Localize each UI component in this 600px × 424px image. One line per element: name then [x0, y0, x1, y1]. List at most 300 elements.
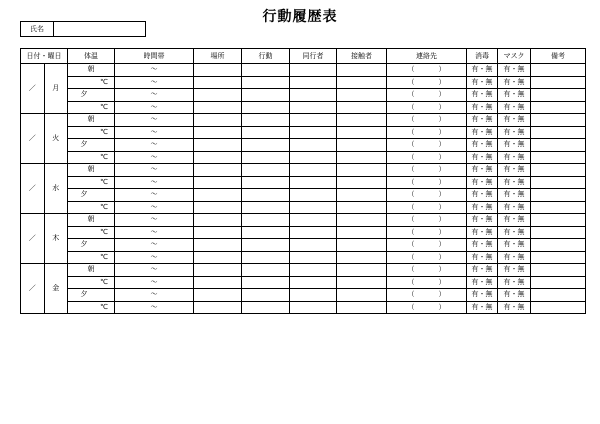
temperature-cell	[68, 114, 115, 127]
tilde-text: ～	[150, 202, 158, 211]
paren-open: （	[407, 127, 415, 136]
contact-cell[interactable]	[337, 139, 387, 152]
table-row	[21, 114, 586, 127]
place-cell[interactable]	[194, 201, 242, 214]
contact-cell[interactable]	[337, 164, 387, 177]
contact-cell[interactable]	[337, 264, 387, 277]
contact-cell[interactable]	[337, 89, 387, 102]
contact-info-cell[interactable]	[387, 226, 467, 239]
disinfection-cell[interactable]	[467, 76, 498, 89]
temperature-cell	[68, 276, 115, 289]
yes-no-text: 有・無	[471, 102, 493, 111]
yes-no-text: 有・無	[471, 227, 493, 236]
tilde-text: ～	[150, 252, 158, 261]
time-cell[interactable]	[115, 139, 194, 152]
tilde-text: ～	[150, 127, 158, 136]
companion-cell[interactable]	[290, 264, 337, 277]
mask-cell[interactable]	[498, 289, 531, 302]
date-cell: ／	[21, 64, 45, 114]
notes-cell[interactable]	[531, 76, 586, 89]
yes-no-text: 有・無	[503, 302, 525, 311]
activity-cell[interactable]	[242, 264, 290, 277]
contact-info-cell[interactable]	[387, 289, 467, 302]
contact-info-cell[interactable]	[387, 301, 467, 314]
disinfection-cell[interactable]	[467, 64, 498, 77]
table-row	[21, 64, 586, 77]
mask-cell[interactable]	[498, 126, 531, 139]
time-cell[interactable]	[115, 264, 194, 277]
time-cell[interactable]	[115, 101, 194, 114]
activity-cell[interactable]	[242, 126, 290, 139]
activity-cell[interactable]	[242, 101, 290, 114]
notes-cell[interactable]	[531, 226, 586, 239]
time-cell[interactable]	[115, 239, 194, 252]
contact-info-cell[interactable]	[387, 126, 467, 139]
contact-cell[interactable]	[337, 189, 387, 202]
time-cell[interactable]	[115, 126, 194, 139]
yes-no-text: 有・無	[503, 277, 525, 286]
paren-close: ）	[438, 265, 446, 274]
paren-close: ）	[438, 227, 446, 236]
mask-cell[interactable]	[498, 176, 531, 189]
paren-open: （	[407, 77, 415, 86]
place-cell[interactable]	[194, 101, 242, 114]
yes-no-text: 有・無	[471, 152, 493, 161]
notes-cell[interactable]	[531, 251, 586, 264]
time-cell[interactable]	[115, 276, 194, 289]
place-cell[interactable]	[194, 126, 242, 139]
tilde-text: ～	[150, 227, 158, 236]
table-row	[21, 89, 586, 102]
contact-cell[interactable]	[337, 176, 387, 189]
yes-no-text: 有・無	[471, 140, 493, 149]
disinfection-cell[interactable]	[467, 89, 498, 102]
tilde-text: ～	[150, 65, 158, 74]
mask-cell[interactable]	[498, 201, 531, 214]
paren-open: （	[407, 227, 415, 236]
mask-cell[interactable]	[498, 151, 531, 164]
tilde-text: ～	[150, 190, 158, 199]
contact-cell[interactable]	[337, 214, 387, 227]
disinfection-cell[interactable]	[467, 101, 498, 114]
date-cell: ／	[21, 164, 45, 214]
name-box	[20, 21, 146, 37]
companion-cell[interactable]	[290, 89, 337, 102]
companion-cell[interactable]	[290, 176, 337, 189]
temperature-cell	[68, 201, 115, 214]
yes-no-text: 有・無	[503, 90, 525, 99]
companion-cell[interactable]	[290, 139, 337, 152]
time-cell[interactable]	[115, 226, 194, 239]
disinfection-cell[interactable]	[467, 176, 498, 189]
contact-cell[interactable]	[337, 101, 387, 114]
tilde-text: ～	[150, 277, 158, 286]
notes-cell[interactable]	[531, 126, 586, 139]
disinfection-cell[interactable]	[467, 164, 498, 177]
companion-cell[interactable]	[290, 239, 337, 252]
log-body	[21, 64, 586, 314]
contact-cell[interactable]	[337, 201, 387, 214]
paren-open: （	[407, 290, 415, 299]
disinfection-cell[interactable]	[467, 214, 498, 227]
contact-cell[interactable]	[337, 76, 387, 89]
companion-cell[interactable]	[290, 126, 337, 139]
companion-cell[interactable]	[290, 101, 337, 114]
activity-cell[interactable]	[242, 164, 290, 177]
place-cell[interactable]	[194, 251, 242, 264]
place-cell[interactable]	[194, 276, 242, 289]
notes-cell[interactable]	[531, 289, 586, 302]
companion-cell[interactable]	[290, 226, 337, 239]
place-cell[interactable]	[194, 301, 242, 314]
mask-cell[interactable]	[498, 76, 531, 89]
yes-no-text: 有・無	[503, 252, 525, 261]
temperature-cell	[68, 64, 115, 77]
header-notes: 備考	[531, 49, 586, 64]
activity-cell[interactable]	[242, 139, 290, 152]
companion-cell[interactable]	[290, 214, 337, 227]
yes-no-text: 有・無	[471, 115, 493, 124]
activity-cell[interactable]	[242, 276, 290, 289]
place-cell[interactable]	[194, 76, 242, 89]
contact-info-cell[interactable]	[387, 176, 467, 189]
notes-cell[interactable]	[531, 189, 586, 202]
paren-open: （	[407, 215, 415, 224]
yes-no-text: 有・無	[471, 265, 493, 274]
contact-info-cell[interactable]	[387, 214, 467, 227]
mask-cell[interactable]	[498, 226, 531, 239]
notes-cell[interactable]	[531, 64, 586, 77]
tilde-text: ～	[150, 115, 158, 124]
header-row	[21, 49, 586, 64]
header-disinfection: 消毒	[467, 49, 498, 64]
mask-cell[interactable]	[498, 189, 531, 202]
disinfection-cell[interactable]	[467, 151, 498, 164]
place-cell[interactable]	[194, 264, 242, 277]
temperature-cell	[68, 189, 115, 202]
mask-cell[interactable]	[498, 139, 531, 152]
place-cell[interactable]	[194, 239, 242, 252]
paren-close: ）	[438, 215, 446, 224]
contact-info-cell[interactable]	[387, 139, 467, 152]
header-activity: 行動	[242, 49, 290, 64]
yes-no-text: 有・無	[471, 202, 493, 211]
date-cell: ／	[21, 114, 45, 164]
place-cell[interactable]	[194, 164, 242, 177]
paren-close: ）	[438, 277, 446, 286]
notes-cell[interactable]	[531, 264, 586, 277]
celsius-label: ℃	[100, 102, 108, 111]
celsius-label: ℃	[100, 152, 108, 161]
morning-label: 朝	[87, 265, 95, 274]
activity-cell[interactable]	[242, 289, 290, 302]
place-cell[interactable]	[194, 289, 242, 302]
disinfection-cell[interactable]	[467, 226, 498, 239]
time-cell[interactable]	[115, 289, 194, 302]
contact-info-cell[interactable]	[387, 76, 467, 89]
contact-info-cell[interactable]	[387, 276, 467, 289]
place-cell[interactable]	[194, 151, 242, 164]
place-cell[interactable]	[194, 64, 242, 77]
yes-no-text: 有・無	[471, 277, 493, 286]
activity-cell[interactable]	[242, 76, 290, 89]
companion-cell[interactable]	[290, 64, 337, 77]
yes-no-text: 有・無	[503, 77, 525, 86]
companion-cell[interactable]	[290, 251, 337, 264]
contact-cell[interactable]	[337, 276, 387, 289]
temperature-cell	[68, 151, 115, 164]
companion-cell[interactable]	[290, 201, 337, 214]
time-cell[interactable]	[115, 89, 194, 102]
header-mask: マスク	[498, 49, 531, 64]
time-cell[interactable]	[115, 251, 194, 264]
notes-cell[interactable]	[531, 139, 586, 152]
paren-open: （	[407, 252, 415, 261]
companion-cell[interactable]	[290, 189, 337, 202]
contact-info-cell[interactable]	[387, 201, 467, 214]
notes-cell[interactable]	[531, 239, 586, 252]
paren-close: ）	[438, 190, 446, 199]
activity-cell[interactable]	[242, 151, 290, 164]
notes-cell[interactable]	[531, 101, 586, 114]
paren-close: ）	[438, 252, 446, 261]
contact-info-cell[interactable]	[387, 89, 467, 102]
contact-info-cell[interactable]	[387, 251, 467, 264]
contact-cell[interactable]	[337, 301, 387, 314]
place-cell[interactable]	[194, 226, 242, 239]
paren-close: ）	[438, 202, 446, 211]
temperature-cell	[68, 301, 115, 314]
contact-info-cell[interactable]	[387, 151, 467, 164]
celsius-label: ℃	[100, 202, 108, 211]
companion-cell[interactable]	[290, 114, 337, 127]
tilde-text: ～	[150, 240, 158, 249]
notes-cell[interactable]	[531, 276, 586, 289]
contact-cell[interactable]	[337, 251, 387, 264]
yes-no-text: 有・無	[471, 190, 493, 199]
notes-cell[interactable]	[531, 214, 586, 227]
disinfection-cell[interactable]	[467, 251, 498, 264]
table-row	[21, 189, 586, 202]
activity-cell[interactable]	[242, 89, 290, 102]
paren-close: ）	[438, 77, 446, 86]
activity-cell[interactable]	[242, 239, 290, 252]
morning-label: 朝	[87, 115, 95, 124]
yes-no-text: 有・無	[503, 102, 525, 111]
weekday-cell: 金	[44, 264, 68, 314]
yes-no-text: 有・無	[503, 190, 525, 199]
contact-info-cell[interactable]	[387, 164, 467, 177]
place-cell[interactable]	[194, 214, 242, 227]
activity-cell[interactable]	[242, 189, 290, 202]
activity-cell[interactable]	[242, 64, 290, 77]
table-row	[21, 276, 586, 289]
tilde-text: ～	[150, 215, 158, 224]
yes-no-text: 有・無	[503, 202, 525, 211]
place-cell[interactable]	[194, 114, 242, 127]
weekday-cell: 木	[44, 214, 68, 264]
table-row	[21, 264, 586, 277]
contact-info-cell[interactable]	[387, 114, 467, 127]
paren-close: ）	[438, 140, 446, 149]
paren-open: （	[407, 202, 415, 211]
paren-close: ）	[438, 115, 446, 124]
yes-no-text: 有・無	[503, 177, 525, 186]
temperature-cell	[68, 164, 115, 177]
table-row	[21, 139, 586, 152]
contact-info-cell[interactable]	[387, 239, 467, 252]
place-cell[interactable]	[194, 189, 242, 202]
notes-cell[interactable]	[531, 151, 586, 164]
paren-close: ）	[438, 165, 446, 174]
disinfection-cell[interactable]	[467, 114, 498, 127]
notes-cell[interactable]	[531, 301, 586, 314]
activity-cell[interactable]	[242, 201, 290, 214]
notes-cell[interactable]	[531, 201, 586, 214]
header-time: 時間帯	[115, 49, 194, 64]
companion-cell[interactable]	[290, 301, 337, 314]
disinfection-cell[interactable]	[467, 301, 498, 314]
mask-cell[interactable]	[498, 89, 531, 102]
temperature-cell	[68, 126, 115, 139]
yes-no-text: 有・無	[503, 140, 525, 149]
temperature-cell	[68, 264, 115, 277]
yes-no-text: 有・無	[503, 65, 525, 74]
contact-cell[interactable]	[337, 64, 387, 77]
contact-cell[interactable]	[337, 226, 387, 239]
paren-open: （	[407, 190, 415, 199]
notes-cell[interactable]	[531, 164, 586, 177]
paren-close: ）	[438, 290, 446, 299]
companion-cell[interactable]	[290, 76, 337, 89]
time-cell[interactable]	[115, 201, 194, 214]
page-title: 行動履歴表	[262, 9, 338, 25]
notes-cell[interactable]	[531, 114, 586, 127]
contact-cell[interactable]	[337, 114, 387, 127]
yes-no-text: 有・無	[503, 165, 525, 174]
activity-log-table	[20, 48, 586, 314]
activity-cell[interactable]	[242, 214, 290, 227]
yes-no-text: 有・無	[471, 77, 493, 86]
yes-no-text: 有・無	[503, 115, 525, 124]
contact-cell[interactable]	[337, 239, 387, 252]
time-cell[interactable]	[115, 151, 194, 164]
contact-info-cell[interactable]	[387, 64, 467, 77]
time-cell[interactable]	[115, 301, 194, 314]
disinfection-cell[interactable]	[467, 201, 498, 214]
yes-no-text: 有・無	[503, 265, 525, 274]
table-row	[21, 239, 586, 252]
morning-label: 朝	[87, 165, 95, 174]
mask-cell[interactable]	[498, 114, 531, 127]
contact-info-cell[interactable]	[387, 189, 467, 202]
mask-cell[interactable]	[498, 276, 531, 289]
contact-info-cell[interactable]	[387, 264, 467, 277]
yes-no-text: 有・無	[471, 290, 493, 299]
celsius-label: ℃	[100, 252, 108, 261]
disinfection-cell[interactable]	[467, 139, 498, 152]
paren-open: （	[407, 277, 415, 286]
table-row	[21, 289, 586, 302]
notes-cell[interactable]	[531, 176, 586, 189]
place-cell[interactable]	[194, 89, 242, 102]
yes-no-text: 有・無	[471, 302, 493, 311]
mask-cell[interactable]	[498, 64, 531, 77]
activity-cell[interactable]	[242, 114, 290, 127]
time-cell[interactable]	[115, 64, 194, 77]
table-row	[21, 214, 586, 227]
time-cell[interactable]	[115, 164, 194, 177]
celsius-label: ℃	[100, 127, 108, 136]
time-cell[interactable]	[115, 114, 194, 127]
paren-close: ）	[438, 102, 446, 111]
contact-cell[interactable]	[337, 151, 387, 164]
mask-cell[interactable]	[498, 301, 531, 314]
mask-cell[interactable]	[498, 214, 531, 227]
tilde-text: ～	[150, 177, 158, 186]
temperature-cell	[68, 89, 115, 102]
contact-info-cell[interactable]	[387, 101, 467, 114]
activity-cell[interactable]	[242, 226, 290, 239]
temperature-cell	[68, 176, 115, 189]
disinfection-cell[interactable]	[467, 239, 498, 252]
table-row	[21, 151, 586, 164]
time-cell[interactable]	[115, 176, 194, 189]
companion-cell[interactable]	[290, 151, 337, 164]
companion-cell[interactable]	[290, 289, 337, 302]
weekday-cell: 火	[44, 114, 68, 164]
paren-close: ）	[438, 65, 446, 74]
morning-label: 朝	[87, 215, 95, 224]
disinfection-cell[interactable]	[467, 276, 498, 289]
name-field[interactable]	[54, 22, 145, 36]
mask-cell[interactable]	[498, 239, 531, 252]
mask-cell[interactable]	[498, 264, 531, 277]
paren-close: ）	[438, 240, 446, 249]
place-cell[interactable]	[194, 139, 242, 152]
activity-cell[interactable]	[242, 301, 290, 314]
celsius-label: ℃	[100, 277, 108, 286]
yes-no-text: 有・無	[471, 90, 493, 99]
tilde-text: ～	[150, 77, 158, 86]
yes-no-text: 有・無	[503, 152, 525, 161]
date-cell: ／	[21, 264, 45, 314]
yes-no-text: 有・無	[503, 227, 525, 236]
header-contact-info: 連絡先	[387, 49, 467, 64]
contact-cell[interactable]	[337, 126, 387, 139]
activity-cell[interactable]	[242, 176, 290, 189]
time-cell[interactable]	[115, 76, 194, 89]
notes-cell[interactable]	[531, 89, 586, 102]
disinfection-cell[interactable]	[467, 289, 498, 302]
mask-cell[interactable]	[498, 101, 531, 114]
paren-open: （	[407, 90, 415, 99]
paren-close: ）	[438, 90, 446, 99]
disinfection-cell[interactable]	[467, 264, 498, 277]
time-cell[interactable]	[115, 189, 194, 202]
place-cell[interactable]	[194, 176, 242, 189]
activity-cell[interactable]	[242, 251, 290, 264]
contact-cell[interactable]	[337, 289, 387, 302]
mask-cell[interactable]	[498, 251, 531, 264]
yes-no-text: 有・無	[471, 252, 493, 261]
time-cell[interactable]	[115, 214, 194, 227]
companion-cell[interactable]	[290, 276, 337, 289]
disinfection-cell[interactable]	[467, 189, 498, 202]
disinfection-cell[interactable]	[467, 126, 498, 139]
mask-cell[interactable]	[498, 164, 531, 177]
companion-cell[interactable]	[290, 164, 337, 177]
